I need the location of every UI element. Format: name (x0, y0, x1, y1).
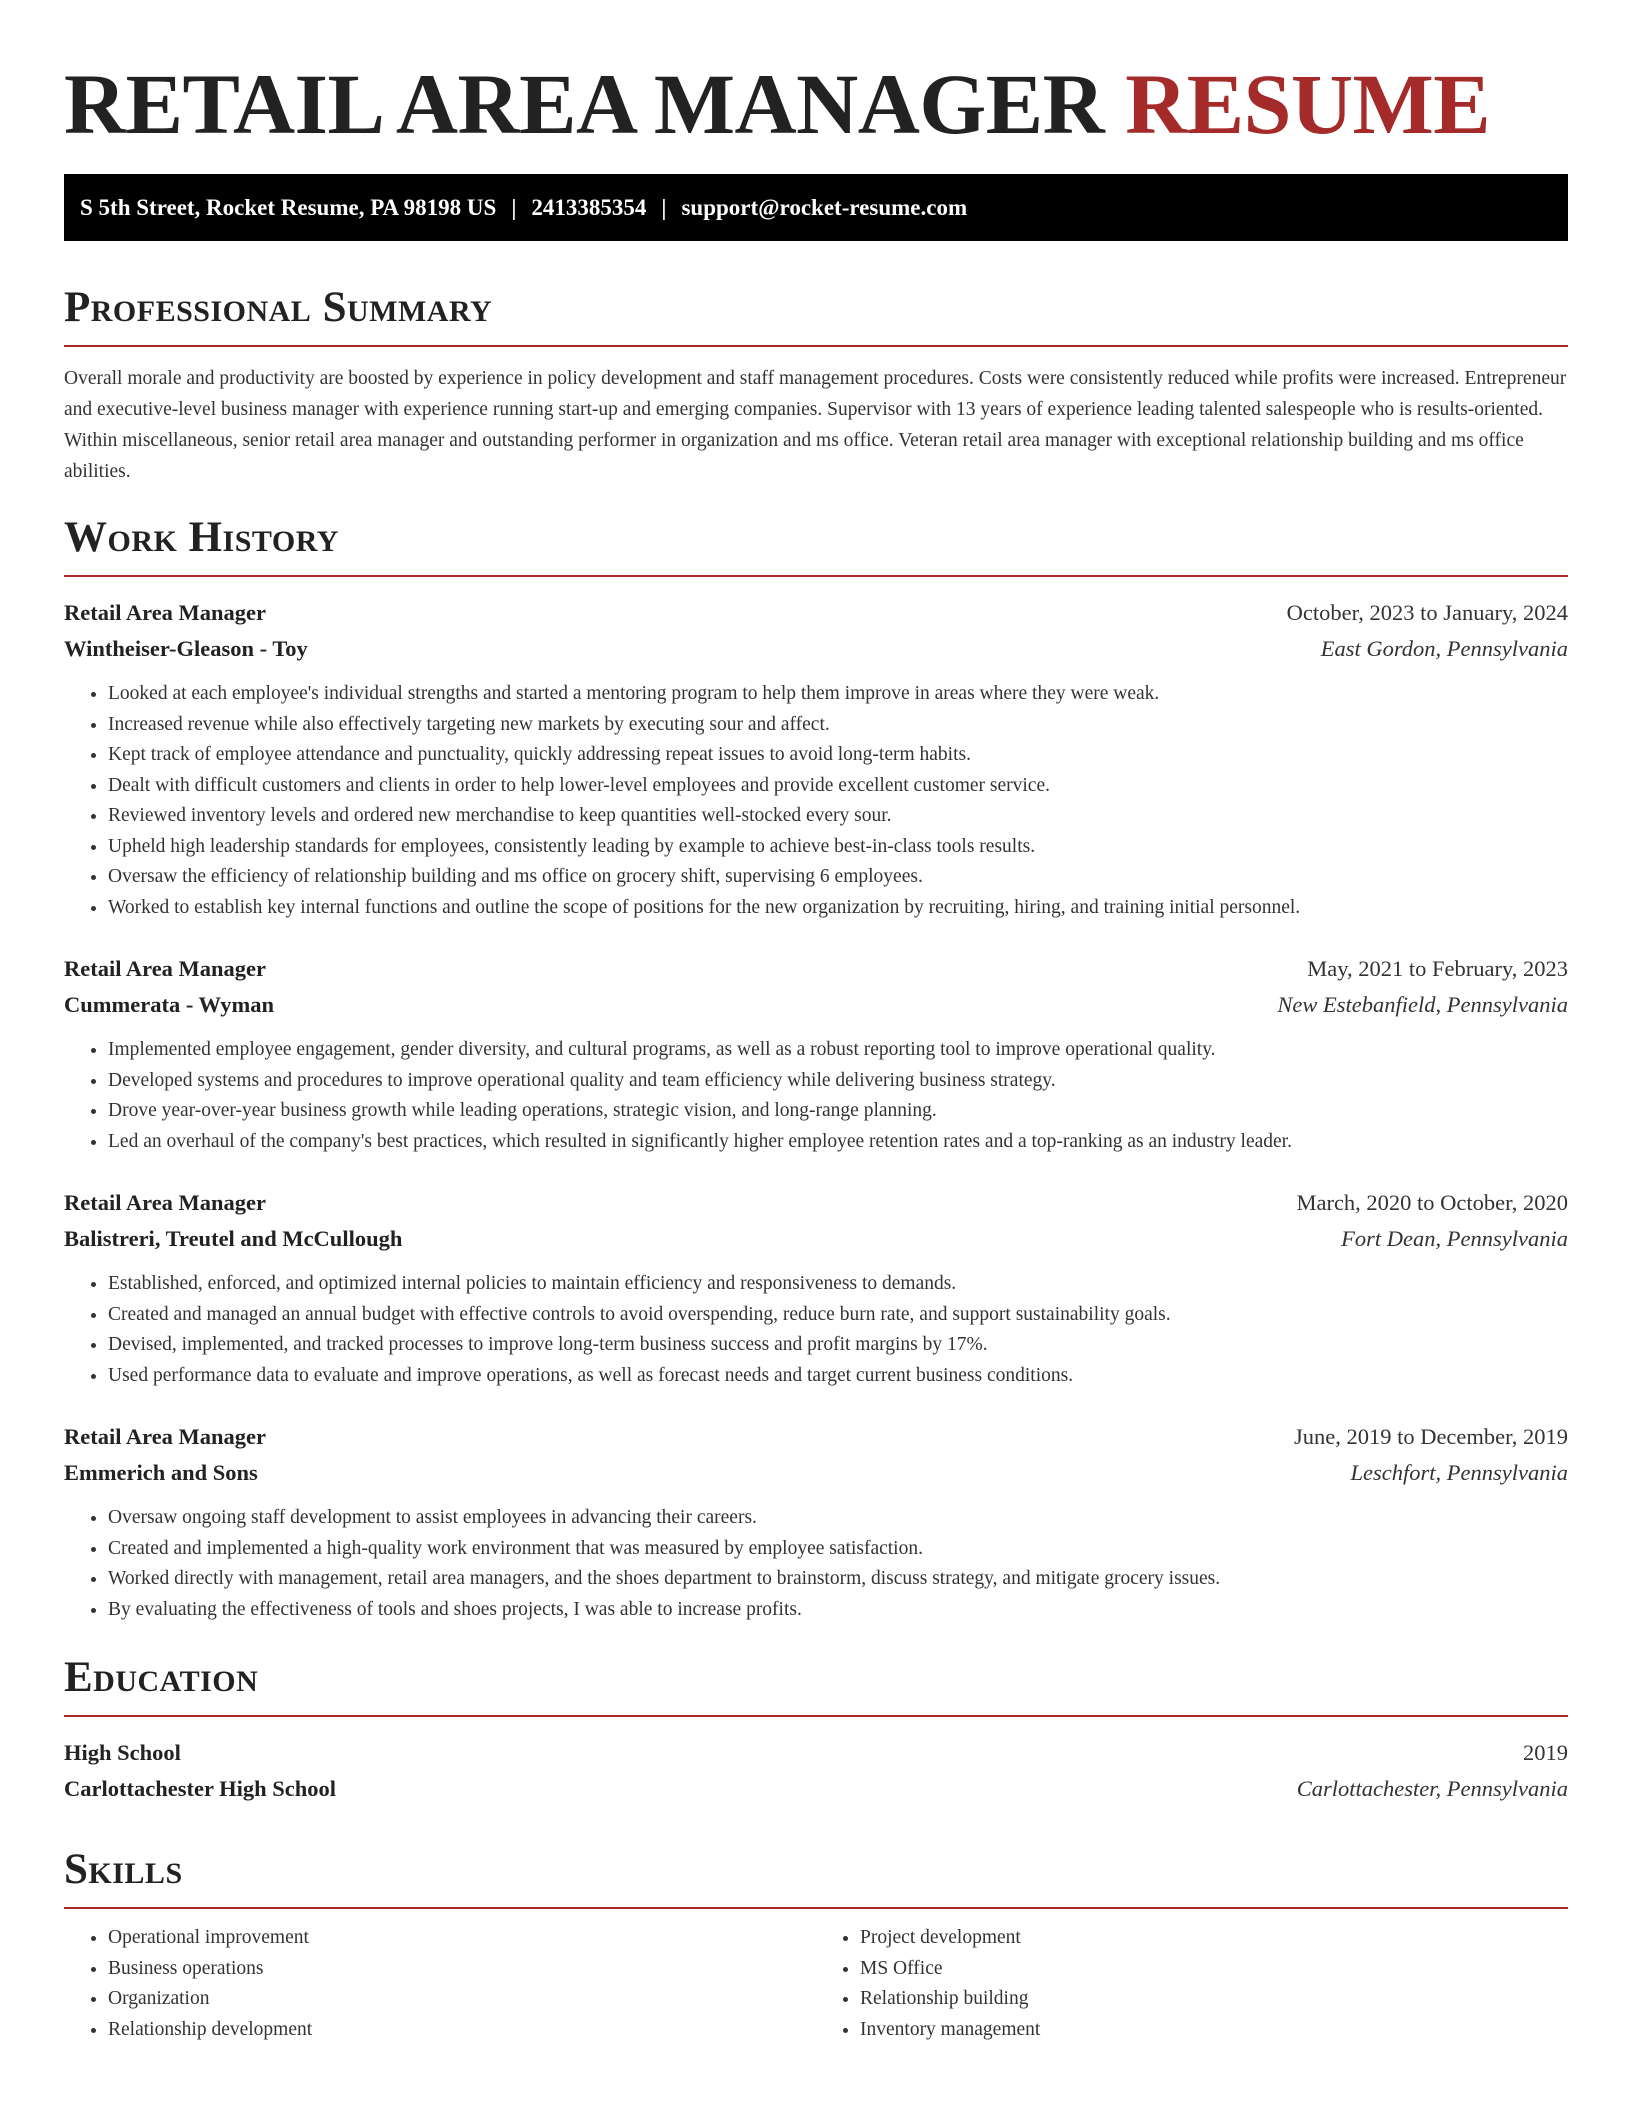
job-bullets (64, 1269, 1568, 1391)
job-entry (64, 1185, 1568, 1391)
job-header-row (64, 1419, 1568, 1455)
job-company: Cummerata - Wyman (64, 992, 274, 1017)
section-divider (64, 1715, 1568, 1717)
job-company-row (64, 987, 1568, 1023)
education-school-row (64, 1771, 1568, 1807)
title-main: RETAIL AREA MANAGER (64, 56, 1105, 152)
skill-item: • Relationship building (860, 1984, 1568, 2015)
job-bullets (64, 1035, 1568, 1157)
job-header-row (64, 951, 1568, 987)
job-dates: March, 2020 to October, 2020 (1296, 1190, 1568, 1215)
title-accent: RESUME (1125, 56, 1491, 152)
job-bullet: • By evaluating the effectiveness of tools and shoes projects, I was able to increase profits. (108, 1595, 1568, 1626)
contact-separator: | (661, 194, 667, 220)
skill-item: • Inventory management (860, 2015, 1568, 2046)
skills-columns (64, 1923, 1568, 2045)
job-header-row (64, 1185, 1568, 1221)
job-location: Leschfort, Pennsylvania (1350, 1460, 1568, 1485)
skill-item: • Operational improvement (108, 1923, 816, 1954)
job-entry (64, 1419, 1568, 1625)
skills-section (64, 1845, 1568, 2045)
skill-item: • Organization (108, 1984, 816, 2015)
resume-title (64, 58, 1568, 150)
job-dates: June, 2019 to December, 2019 (1293, 1424, 1568, 1449)
education-school: Carlottachester High School (64, 1776, 337, 1801)
skills-list-left (64, 1923, 816, 2045)
job-bullet: • Established, enforced, and optimized internal policies to maintain efficiency and responsiveness to demands. (108, 1269, 1568, 1300)
education-degree: High School (64, 1740, 181, 1765)
section-heading-education: Education (64, 1654, 259, 1701)
job-bullet: • Created and implemented a high-quality work environment that was measured by employee satisfaction. (108, 1534, 1568, 1565)
section-divider (64, 1907, 1568, 1909)
job-bullet: • Developed systems and procedures to improve operational quality and team efficiency while delivering business strategy. (108, 1066, 1568, 1097)
job-bullet: • Worked directly with management, retail area managers, and the shoes department to brainstorm, discuss strategy, and mitigate grocery issues. (108, 1564, 1568, 1595)
job-bullet: • Oversaw ongoing staff development to assist employees in advancing their careers. (108, 1503, 1568, 1534)
education-year: 2019 (1523, 1740, 1568, 1765)
job-title: Retail Area Manager (64, 956, 267, 981)
job-location: Fort Dean, Pennsylvania (1341, 1226, 1568, 1251)
work-history-section (64, 513, 1568, 1625)
skill-item: • Business operations (108, 1954, 816, 1985)
section-heading-summary: Professional Summary (64, 284, 493, 331)
job-company-row (64, 631, 1568, 667)
contact-phone[interactable]: 2413385354 (531, 194, 647, 220)
job-bullet: • Drove year-over-year business growth while leading operations, strategic vision, and long-range planning. (108, 1096, 1568, 1127)
job-bullets (64, 679, 1568, 923)
section-heading-work: Work History (64, 514, 339, 561)
job-title: Retail Area Manager (64, 1190, 267, 1215)
contact-address: S 5th Street, Rocket Resume, PA 98198 US (80, 194, 497, 220)
skill-item: • MS Office (860, 1954, 1568, 1985)
job-bullet: • Led an overhaul of the company's best practices, which resulted in significantly higher employee retention rates and a top-ranking as an industry leader. (108, 1127, 1568, 1158)
skill-item: • Relationship development (108, 2015, 816, 2046)
job-bullet: • Implemented employee engagement, gender diversity, and cultural programs, as well as a robust reporting tool to improve operational quality. (108, 1035, 1568, 1066)
job-bullet: • Upheld high leadership standards for employees, consistently leading by example to achieve best-in-class tools results. (108, 832, 1568, 863)
section-heading-skills: Skills (64, 1846, 183, 1893)
job-company: Balistreri, Treutel and McCullough (64, 1226, 403, 1251)
job-company-row (64, 1221, 1568, 1257)
job-bullet: • Dealt with difficult customers and clients in order to help lower-level employees and provide excellent customer service. (108, 771, 1568, 802)
job-header-row (64, 595, 1568, 631)
contact-bar (64, 174, 1568, 241)
job-bullet: • Kept track of employee attendance and punctuality, quickly addressing repeat issues to avoid long-term habits. (108, 740, 1568, 771)
job-location: New Estebanfield, Pennsylvania (1277, 992, 1568, 1017)
job-company: Emmerich and Sons (64, 1460, 258, 1485)
job-dates: October, 2023 to January, 2024 (1286, 600, 1568, 625)
job-bullet: • Devised, implemented, and tracked processes to improve long-term business success and profit margins by 17%. (108, 1330, 1568, 1361)
job-bullets (64, 1503, 1568, 1625)
contact-separator: | (511, 194, 517, 220)
section-divider (64, 575, 1568, 577)
job-bullet: • Oversaw the efficiency of relationship building and ms office on grocery shift, supervising 6 employees. (108, 862, 1568, 893)
job-company: Wintheiser-Gleason - Toy (64, 636, 308, 661)
job-bullet: • Looked at each employee's individual strengths and started a mentoring program to help them improve in areas where they were weak. (108, 679, 1568, 710)
skill-item: • Project development (860, 1923, 1568, 1954)
professional-summary-section (64, 283, 1568, 487)
job-bullet: • Created and managed an annual budget with effective controls to avoid overspending, reduce burn rate, and support sustainability goals. (108, 1300, 1568, 1331)
section-divider (64, 345, 1568, 347)
job-bullet: • Worked to establish key internal functions and outline the scope of positions for the new organization by recruiting, hiring, and training initial personnel. (108, 893, 1568, 924)
job-location: East Gordon, Pennsylvania (1320, 636, 1568, 661)
summary-text: Overall morale and productivity are boosted by experience in policy development and staff management procedures. Costs were consistently reduced while profits were increased. Entrepreneur and executive-level business manager with experience running start-up and emerging companies. Supervisor with 13 years of experience leading talented salespeople who is results-oriented. Within miscellaneous, senior retail area manager and outstanding performer in organization and ms office. Veteran retail area manager with exceptional relationship building and ms office abilities. (64, 368, 1567, 482)
education-header-row (64, 1735, 1568, 1771)
job-company-row (64, 1455, 1568, 1491)
job-entry (64, 951, 1568, 1157)
job-dates: May, 2021 to February, 2023 (1307, 956, 1568, 981)
job-bullet: • Reviewed inventory levels and ordered new merchandise to keep quantities well-stocked every sour. (108, 801, 1568, 832)
skills-list-right (816, 1923, 1568, 2045)
job-entry (64, 595, 1568, 923)
education-location: Carlottachester, Pennsylvania (1296, 1776, 1568, 1801)
contact-email[interactable]: support@rocket-resume.com (681, 194, 968, 220)
job-title: Retail Area Manager (64, 1424, 267, 1449)
job-bullet: • Used performance data to evaluate and improve operations, as well as forecast needs and target current business conditions. (108, 1361, 1568, 1392)
job-title: Retail Area Manager (64, 600, 267, 625)
education-entry (64, 1735, 1568, 1807)
job-bullet: • Increased revenue while also effectively targeting new markets by executing sour and affect. (108, 710, 1568, 741)
education-section (64, 1653, 1568, 1807)
